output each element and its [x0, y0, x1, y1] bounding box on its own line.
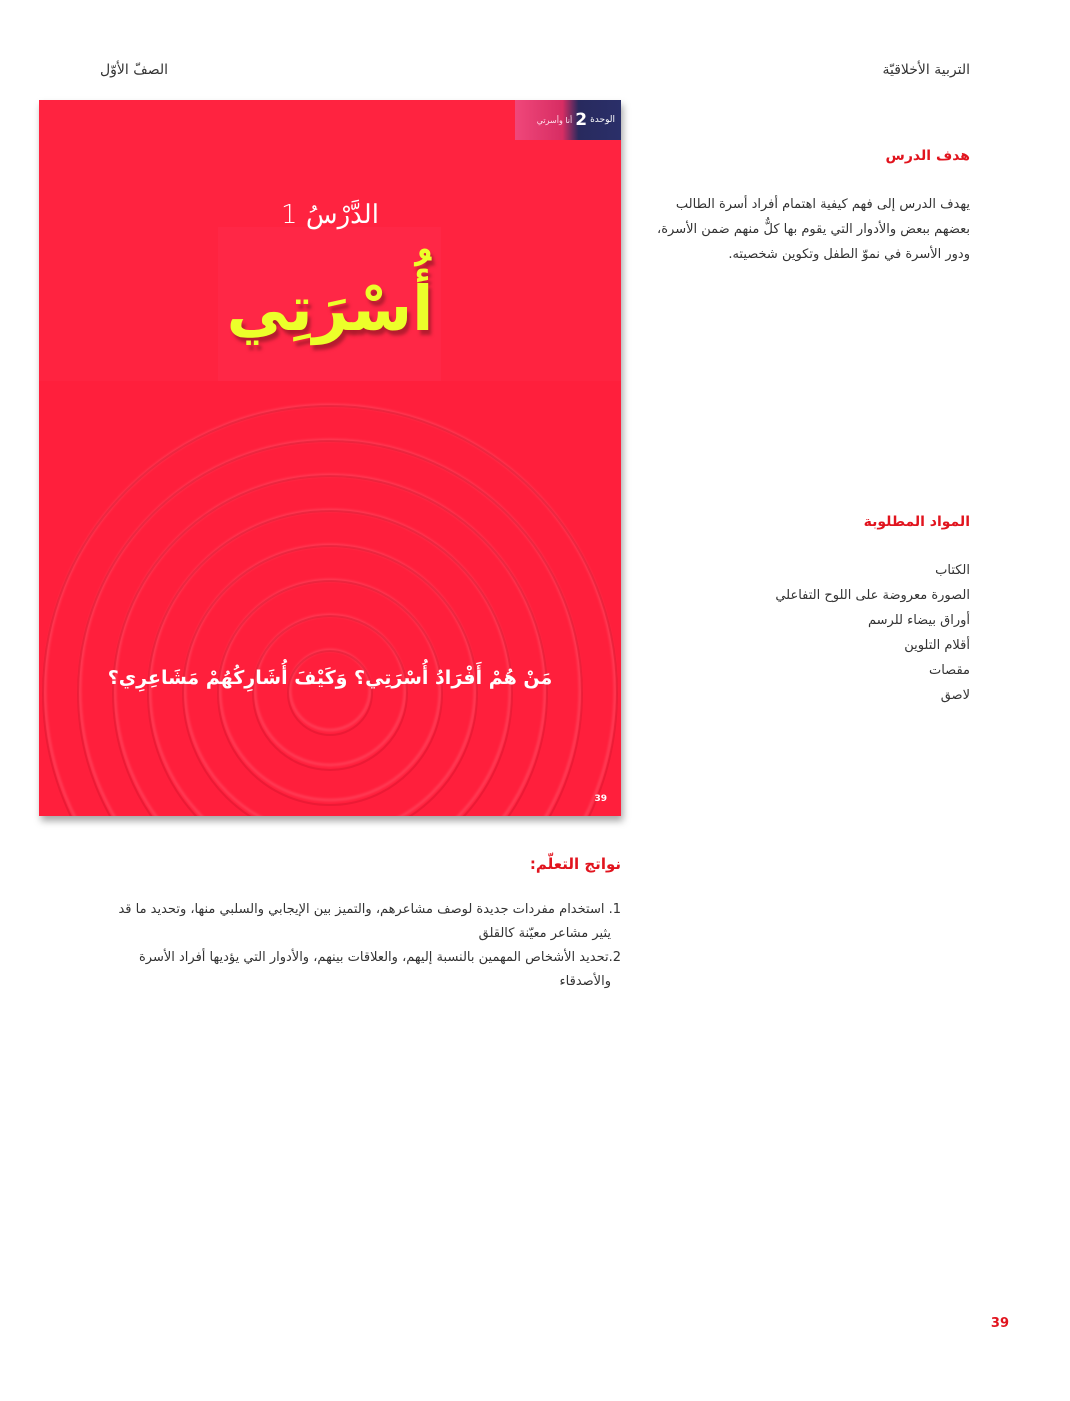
lesson-poster [39, 100, 621, 816]
goal-heading: هدف الدرس [885, 148, 970, 164]
poster-page-number: 39 [594, 794, 607, 804]
grade-header: الصفّ الأوّل [100, 62, 169, 78]
outcome-line-continued: يثير مشاعر معيّنة كالقلق [478, 926, 611, 941]
outcome-line-continued: والأصدقاء [559, 974, 611, 989]
materials-heading: المواد المطلوبة [863, 514, 970, 530]
unit-word: الوحدة [590, 115, 615, 125]
list-item: أقلام التلوين [904, 638, 970, 653]
unit-badge [515, 100, 621, 140]
outcome-line: 2.تحديد الأشخاص المهمين بالنسبة إليهم، والعلاقات بينهم، والأدوار التي يؤديها أفراد الأسرة [138, 950, 621, 965]
unit-title: أنا وأسرتي [536, 115, 573, 125]
list-item: الصورة معروضة على اللوح التفاعلي [775, 588, 970, 603]
page-number: 39 [990, 1316, 1009, 1331]
outcomes-list [101, 898, 621, 994]
list-item: مقصات [928, 663, 970, 678]
list-item: لاصق [940, 688, 970, 703]
unit-number: 2 [575, 110, 588, 130]
list-item: الكتاب [935, 563, 970, 578]
list-item [101, 946, 621, 994]
outcome-line: 1. استخدام مفردات جديدة لوصف مشاعرهم، والتميز بين الإيجابي والسلبي منها، وتحديد ما قد [118, 902, 621, 917]
materials-list [670, 558, 970, 708]
lesson-label: الدَّرْسُ 1 [281, 200, 379, 230]
outcomes-heading: نواتج التعلّم: [529, 855, 621, 873]
list-item: أوراق بيضاء للرسم [867, 613, 970, 628]
lesson-question: مَنْ هُمْ أَفْرَادُ أُسْرَتِي؟ وَكَيْفَ أُشَارِكُهُمْ مَشَاعِرِي؟ [107, 667, 553, 689]
list-item [101, 898, 621, 946]
goal-text: يهدف الدرس إلى فهم كيفية اهتمام أفراد أسرة الطالب بعضهم ببعض والأدوار التي يقوم بها كلٌّ منهم ضمن الأسرة، ودور الأسرة في نموّ الطفل وتكوين شخصيته. [657, 197, 970, 262]
lesson-title: أُسْرَتِي [226, 272, 434, 345]
subject-header: التربية الأخلاقيّة [882, 62, 970, 78]
